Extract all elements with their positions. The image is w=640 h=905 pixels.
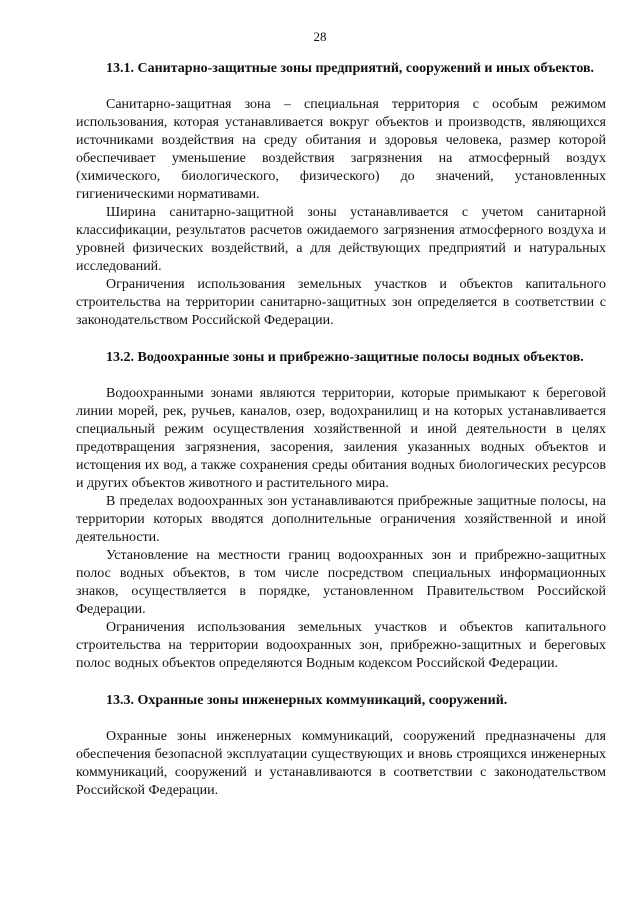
page-number: 28 [313,29,327,44]
section-13-3 [76,692,606,800]
paragraph: Ограничения использования земельных участков и объектов капитального строительства на территории водоохранных зон, прибрежно-защитных и береговых полос водных объектов определяются Водным кодексом Российской Федерации. [76,620,606,671]
paragraph: Установление на местности границ водоохранных зон и прибрежно-защитных полос водных объектов, в том числе посредством специальных информационных знаков, осуществляется в порядке, установленном Правительством Российской Федерации. [76,548,606,617]
paragraph: Ограничения использования земельных участков и объектов капитального строительства на территории санитарно-защитных зон определяется в соответствии с законодательством Российской Федерации. [76,277,606,328]
section-heading: 13.3. Охранные зоны инженерных коммуникаций, сооружений. [106,693,508,708]
paragraph: Ширина санитарно-защитной зоны устанавливается с учетом санитарной классификации, результатов расчетов ожидаемого загрязнения атмосферного воздуха и уровней физических воздействий, а для действующих предприятий и натуральных исследований. [76,205,606,274]
paragraph: В пределах водоохранных зон устанавливаются прибрежные защитные полосы, на территории которых вводятся дополнительные ограничения хозяйственной и иной деятельности. [76,494,606,545]
paragraph: Охранные зоны инженерных коммуникаций, сооружений предназначены для обеспечения безопасной эксплуатации существующих и вновь строящихся инженерных коммуникаций, сооружений и устанавливаются в соответствии с законодательством Российской Федерации. [76,729,606,798]
section-heading: 13.1. Санитарно-защитные зоны предприятий, сооружений и иных объектов. [106,61,595,76]
paragraph: Водоохранными зонами являются территории, которые примыкают к береговой линии морей, рек, ручьев, каналов, озер, водохранилищ и на которых устанавливается специальный режим осуществления хозяйственной и иной деятельности в целях предотвращения загрязнения, засорения, заиления указанных водных объектов и истощения их вод, а также сохранения среды обитания водных биологических ресурсов и других объектов животного и растительного мира. [76,386,606,491]
section-13-2 [76,349,606,673]
paragraph: Санитарно-защитная зона – специальная территория с особым режимом использования, которая устанавливается вокруг объектов и производств, являющихся источниками воздействия на среду обитания и здоровья человека, размер которой обеспечивает уменьшение воздействия загрязнения на атмосферный воздух (химического, биологического, физического) до значений, установленных гигиеническими нормативами. [76,97,606,202]
section-heading: 13.2. Водоохранные зоны и прибрежно-защитные полосы водных объектов. [106,350,584,365]
document-body [76,60,606,800]
section-13-1 [76,60,606,330]
